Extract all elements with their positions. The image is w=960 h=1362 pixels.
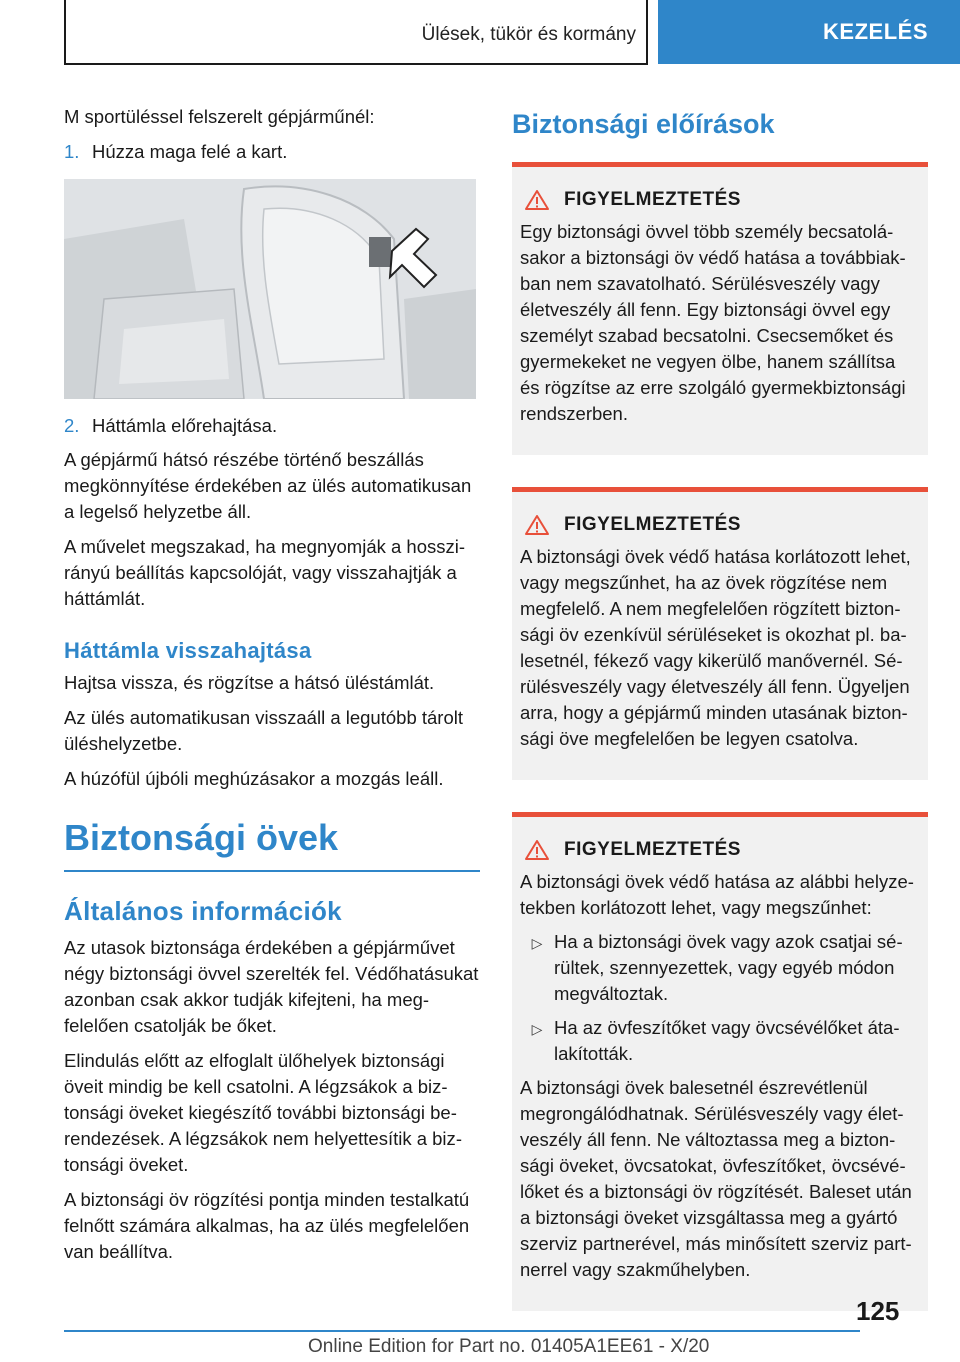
step-number: 1. xyxy=(64,141,80,162)
paragraph: Hajtsa vissza, és rögzítse a hátsó üléstámlát. xyxy=(64,672,435,693)
warning-text: A biztonsági övek balesetnél észrevétlenül megrongálódhatnak. Sérülésveszély vagy életveszély áll fenn. Ne változtassa meg a biztonsági öveket, övcsatokat, övfeszítőket, övcsévélőket és a biztonsági öv rögzítését. Baleset után a biztonsági öveket vizsgáltassa meg a gyártó szerviz partnerével, más minősített szerviz partnerrel vagy szakműhelyben. xyxy=(520,1077,912,1280)
step-number: 2. xyxy=(64,415,80,436)
step-2 xyxy=(64,413,480,439)
safety-heading: Biztonsági előírások xyxy=(512,109,775,139)
paragraph: A húzófül újbóli meghúzásakor a mozgás leáll. xyxy=(64,768,444,789)
bullet-text: Ha a biztonsági övek vagy azok csatjai sérültek, szennyezettek, vagy egyéb módon megváltoztak. xyxy=(554,931,903,1004)
bullet-item xyxy=(520,1015,920,1067)
seat-illustration xyxy=(64,179,476,399)
left-column xyxy=(64,104,480,1274)
warning-text: Egy biztonsági övvel több személy becsatolásakor a biztonsági öv védő hatása a továbbiakban nem szavatolható. Sérülésveszély vagy életveszély áll fenn. Egy biztonsági övvel egy személyt szabad becsatolni. Csecsemőket és gyermekeket ne vegyen ölbe, hanem szállítsa és rögzítse az erre szolgáló gyermekbiztonsági rendszerben. xyxy=(520,221,906,424)
warning-box xyxy=(512,817,928,1311)
section-rule xyxy=(64,870,480,872)
paragraph: A művelet megszakad, ha megnyomják a hosszirányú beállítás kapcsolóját, vagy visszahajtják a háttámlát. xyxy=(64,536,466,609)
paragraph: A biztonsági öv rögzítési pontja minden testalkatú felnőtt számára alkalmas, ha az ülés megfelelően van beállítva. xyxy=(64,1188,470,1262)
step-1 xyxy=(64,139,480,165)
bullet-item xyxy=(520,929,920,1007)
bullet-triangle-icon: ▷ xyxy=(531,1021,543,1037)
warning-triangle-icon xyxy=(524,839,550,861)
paragraph: A gépjármű hátsó részébe történő beszállás megkönnyítése érdekében az ülés automatikusan a legelső helyzetbe áll. xyxy=(64,449,472,522)
paragraph: Elindulás előtt az elfoglalt ülőhelyek biztonsági öveit mindig be kell csatolni. A légzsákok a biztonsági öveket kiegészítő további biztonsági berendezések. A légzsákok nem helyettesítik a biztonsági öveket. xyxy=(64,1049,462,1175)
seat-lever-photo xyxy=(64,179,476,399)
header-rule-right xyxy=(646,0,648,64)
paragraph: Az utasok biztonsága érdekében a gépjárművet négy biztonsági övvel szerelték fel. Védőhatásukat azonban csak akkor tudják kifejteni, ha megfelelően csatolják be őket. xyxy=(64,936,479,1036)
footer-rule xyxy=(64,1330,860,1332)
header-chapter-tab[interactable]: KEZELÉS xyxy=(658,0,960,64)
warning-title-row xyxy=(524,514,920,536)
header-rule-bottom xyxy=(64,63,648,65)
bullet-triangle-icon: ▷ xyxy=(531,935,543,951)
warning-triangle-icon xyxy=(524,514,550,536)
section-heading: Biztonsági övek xyxy=(64,817,339,858)
step-text: Háttámla előrehajtása. xyxy=(92,415,278,436)
page-number: 125 xyxy=(856,1296,900,1326)
header-section-title: Ülések, tükör és kormány xyxy=(421,24,636,45)
subheading: Általános információk xyxy=(64,895,342,926)
warning-title: FIGYELMEZTETÉS xyxy=(564,189,741,210)
warning-title: FIGYELMEZTETÉS xyxy=(564,839,741,860)
subsection-heading: Háttámla visszahajtása xyxy=(64,638,312,663)
paragraph: Az ülés automatikusan visszaáll a legutóbb tárolt üléshelyzetbe. xyxy=(64,707,463,754)
warning-title: FIGYELMEZTETÉS xyxy=(564,514,741,535)
warning-title-row xyxy=(524,189,920,211)
step-text: Húzza maga felé a kart. xyxy=(92,141,288,162)
warning-triangle-icon xyxy=(524,189,550,211)
warning-box xyxy=(512,492,928,780)
right-column xyxy=(512,96,928,1343)
warning-text: A biztonsági övek védő hatása korlátozott lehet, vagy megszűnhet, ha az övek rögzítése nem megfelelő. A nem megfelelően rögzített biztonsági öv ezenkívül sérüléseket is okozhat pl. balesetnél, fékező vagy kikerülő manővernél. Sérülésveszély vagy életveszély áll fenn. Ügyeljen arra, hogy a gépjármű minden utasának biztonsági öve megfelelően be legyen csatolva. xyxy=(520,546,911,749)
footer-edition: Online Edition for Part no. 01405A1EE61 - X/20 xyxy=(308,1336,710,1357)
bullet-text: Ha az övfeszítőket vagy övcsévélőket átalakították. xyxy=(554,1017,900,1064)
warning-title-row xyxy=(524,839,920,861)
warning-box xyxy=(512,167,928,455)
warning-text: A biztonsági övek védő hatása az alábbi helyzetekben korlátozott lehet, vagy megszűnhet: xyxy=(520,871,914,918)
intro-text: M sportüléssel felszerelt gépjárműnél: xyxy=(64,106,375,127)
